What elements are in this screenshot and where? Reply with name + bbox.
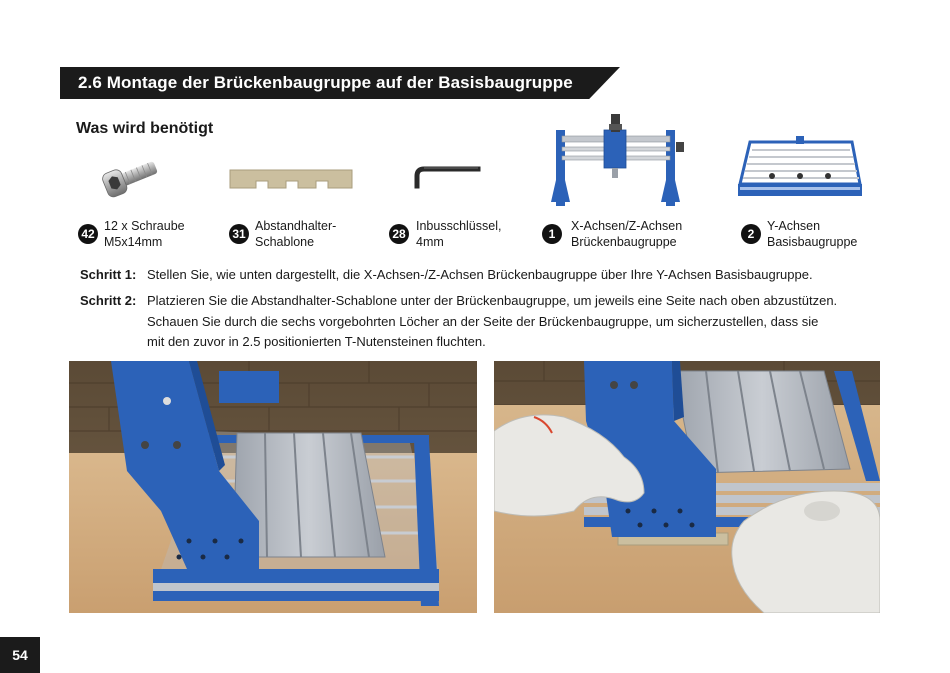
part-label xyxy=(416,218,501,250)
part-label-line2: Brückenbaugruppe xyxy=(571,235,677,249)
hex-key-icon xyxy=(410,162,484,192)
part-number-badge: 2 xyxy=(741,224,761,244)
assembly-photo-spacer-placement xyxy=(494,361,880,613)
part-label-line2: 4mm xyxy=(416,235,444,249)
assembly-photo-bridge-over-base xyxy=(69,361,477,613)
base-assembly-icon xyxy=(736,136,864,202)
part-label-line1: X-Achsen/Z-Achsen xyxy=(571,219,683,233)
spacer-template-icon xyxy=(228,168,354,190)
part-label xyxy=(767,218,857,250)
part-label-line2: Basisbaugruppe xyxy=(767,235,858,249)
step-2-text-line2: Schauen Sie durch die sechs vorgebohrten Löcher an der Seite der Brückenbaugruppe, um sicherzustellen, dass sie xyxy=(147,314,819,329)
part-number-badge: 28 xyxy=(389,224,409,244)
part-number-badge: 1 xyxy=(542,224,562,244)
screw-icon xyxy=(100,158,164,198)
part-label-line1: 12 x Schraube xyxy=(104,219,185,233)
step-1-text: Stellen Sie, wie unten dargestellt, die X-Achsen-/Z-Achsen Brückenbaugruppe über Ihre Y-Achsen Basisbaugruppe. xyxy=(147,267,813,282)
section-title: 2.6 Montage der Brückenbaugruppe auf der Basisbaugruppe xyxy=(78,73,573,92)
part-label xyxy=(571,218,682,250)
part-label-line1: Abstandhalter- xyxy=(255,219,337,233)
part-label-line2: Schablone xyxy=(255,235,315,249)
part-label xyxy=(104,218,185,250)
part-label xyxy=(255,218,336,250)
part-number-badge: 42 xyxy=(78,224,98,244)
step-2-text-line1: Platzieren Sie die Abstandhalter-Schablone unter der Brückenbaugruppe, um jeweils eine Seite nach oben abzustützen. xyxy=(147,293,838,308)
part-label-line1: Y-Achsen xyxy=(767,219,821,233)
bridge-assembly-icon xyxy=(548,110,694,206)
needed-heading: Was wird benötigt xyxy=(76,120,214,137)
step-1-label: Schritt 1: xyxy=(80,267,137,282)
step-2-label: Schritt 2: xyxy=(80,293,137,308)
page-number: 54 xyxy=(0,637,40,673)
part-number-badge: 31 xyxy=(229,224,249,244)
part-label-line1: Inbusschlüssel, xyxy=(416,219,502,233)
part-label-line2: M5x14mm xyxy=(104,235,163,249)
step-2-text-line3: mit den zuvor in 2.5 positionierten T-Nutensteinen fluchten. xyxy=(147,334,486,349)
